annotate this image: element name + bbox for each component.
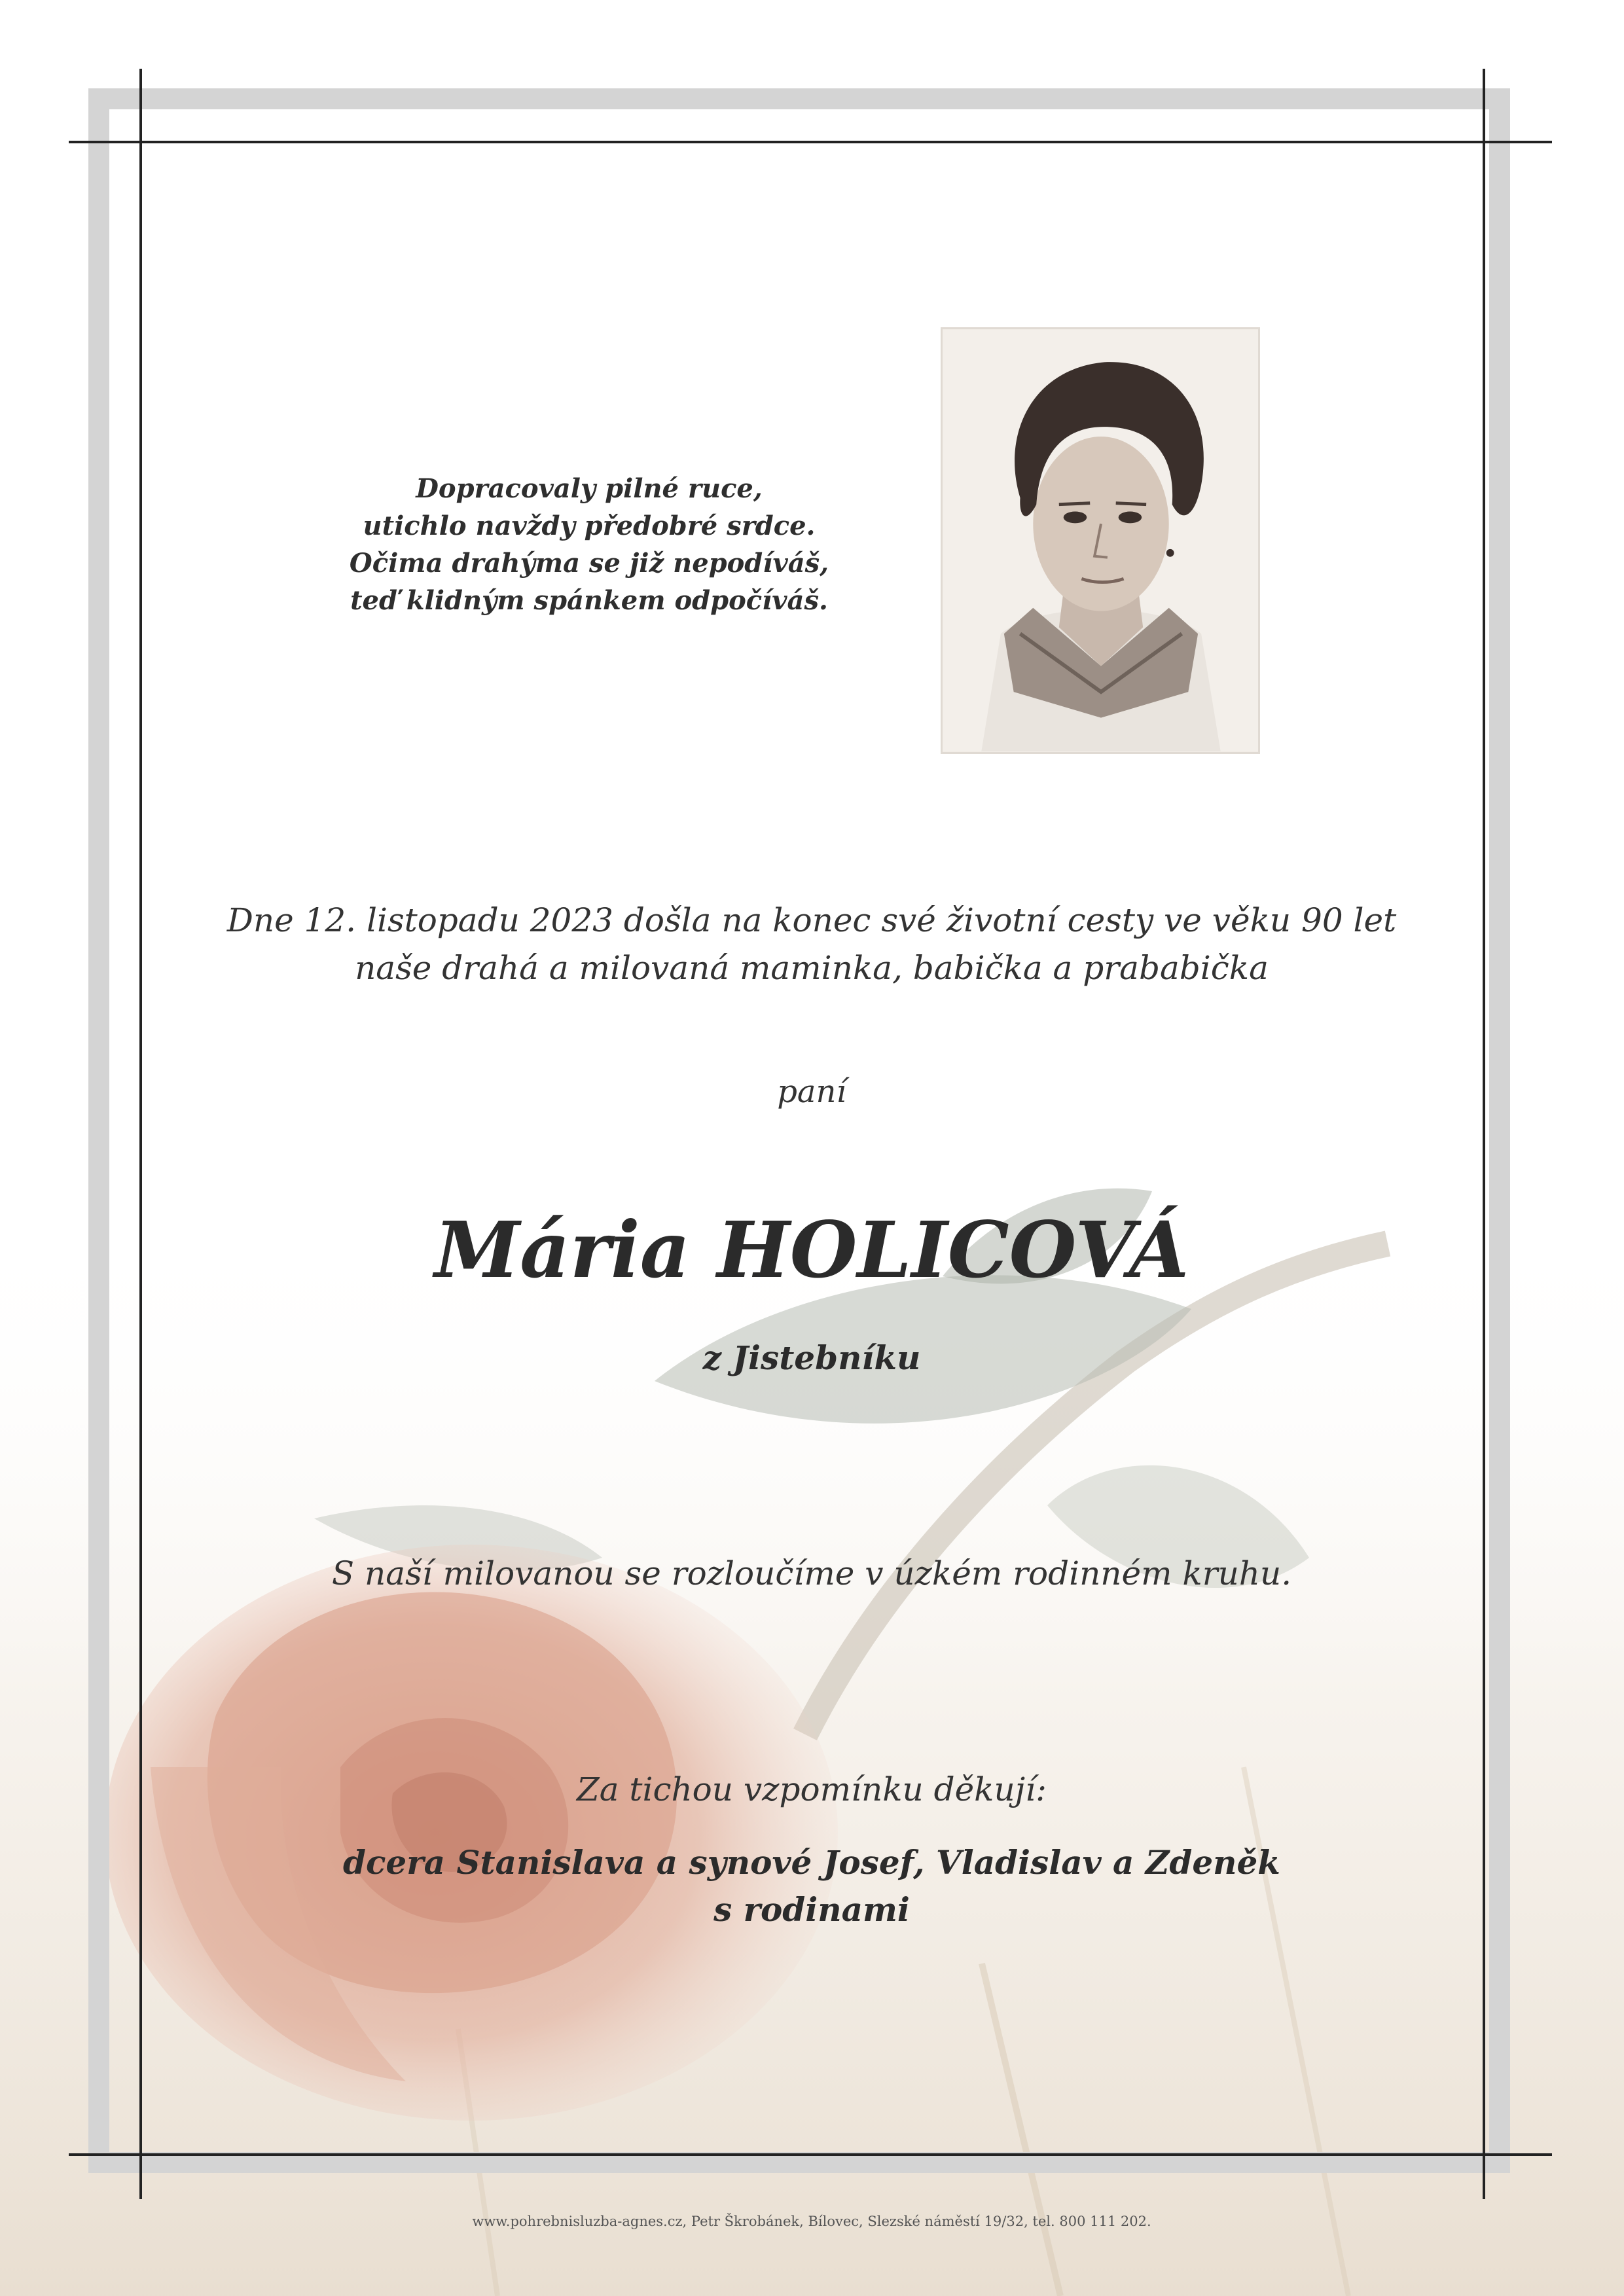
memorial-poem (298, 470, 880, 619)
poem-line: Dopracovaly pilné ruce, (416, 473, 763, 504)
deceased-origin: z Jistebníku (702, 1338, 921, 1377)
family-line: dcera Stanislava a synové Josef, Vladislav a Zdeněk (343, 1843, 1280, 1882)
announcement-line: naše drahá a milovaná maminka, babička a prababička (355, 949, 1269, 987)
portrait-photo (941, 327, 1260, 754)
family-line: s rodinami (713, 1890, 910, 1929)
poem-line: teď klidným spánkem odpočíváš. (350, 585, 828, 616)
thanks-heading: Za tichou vzpomínku děkují: (576, 1770, 1047, 1808)
title-word: paní (777, 1073, 846, 1110)
funeral-service-footer: www.pohrebnisluzba-agnes.cz, Petr Škrobánek, Bílovec, Slezské náměstí 19/32, tel. 800 111 202. (472, 2214, 1151, 2229)
frame-line-top (69, 141, 1552, 143)
deceased-name: Mária HOLICOVÁ (434, 1204, 1189, 1295)
announcement-line: Dne 12. listopadu 2023 došla na konec své životní cesty ve věku 90 let (226, 901, 1397, 939)
frame-line-bottom (69, 2153, 1552, 2156)
poem-line: utichlo navždy předobré srdce. (363, 511, 816, 541)
frame-line-left (139, 69, 142, 2199)
mourning-family (190, 1839, 1434, 1933)
farewell-note: S naší milovanou se rozloučíme v úzkém rodinném kruhu. (331, 1554, 1292, 1592)
frame-line-right (1483, 69, 1485, 2199)
poem-line: Očima drahýma se již nepodíváš, (349, 548, 829, 579)
death-announcement (190, 897, 1434, 992)
